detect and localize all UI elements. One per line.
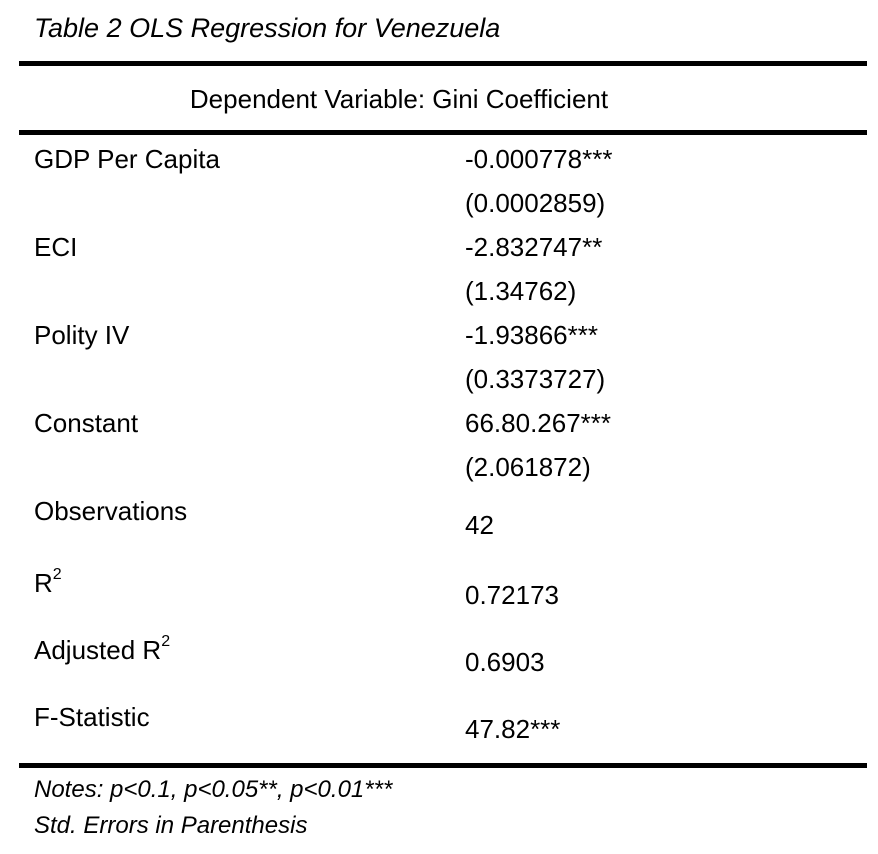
se-constant: (2.061872) [465,452,591,482]
dependent-variable-header: Dependent Variable: Gini Coefficient [189,84,609,114]
adjusted-r2-label-superscript: 2 [161,633,171,651]
r2-label-text: R [34,568,53,598]
table-note-significance: Notes: p<0.1, p<0.05**, p<0.01*** [34,776,393,803]
row-label-eci: ECI [34,232,78,262]
coef-constant: 66.80.267*** [465,408,612,438]
r2-label-superscript: 2 [52,566,62,584]
se-eci: (1.34762) [465,276,577,306]
adjusted-r2-label [34,633,170,667]
top-rule [19,61,867,66]
coef-polity-iv: -1.93866*** [465,320,598,350]
observations-value: 42 [465,510,494,540]
r2-label [34,566,62,600]
adjusted-r2-value: 0.6903 [465,647,545,677]
f-statistic-value: 47.82*** [465,714,561,744]
table-title: Table 2 OLS Regression for Venezuela [34,13,501,43]
se-gdp-per-capita: (0.0002859) [465,188,606,218]
header-rule [19,130,867,135]
se-polity-iv: (0.3373727) [465,364,606,394]
f-statistic-label: F-Statistic [34,702,150,732]
table-note-std-errors: Std. Errors in Parenthesis [34,812,308,839]
coef-gdp-per-capita: -0.000778*** [465,144,613,174]
adjusted-r2-label-text: Adjusted R [34,635,162,665]
r2-value: 0.72173 [465,580,559,610]
coef-eci: -2.832747** [465,232,603,262]
bottom-rule [19,763,867,768]
row-label-gdp-per-capita: GDP Per Capita [34,144,220,174]
row-label-polity-iv: Polity IV [34,320,130,350]
observations-label: Observations [34,496,188,526]
row-label-constant: Constant [34,408,139,438]
